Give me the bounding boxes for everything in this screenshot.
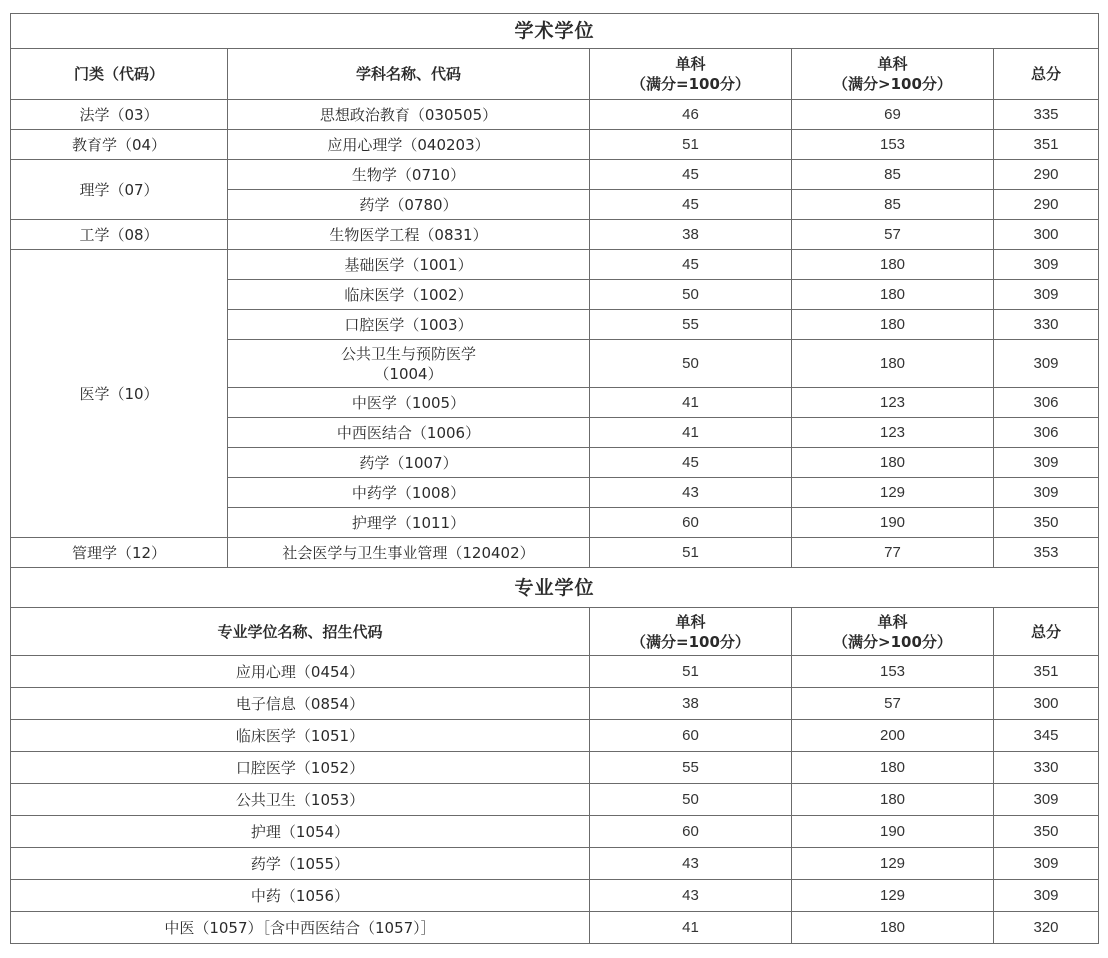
total-score-cell: 335: [994, 100, 1099, 130]
professional-row: [11, 688, 1099, 720]
single-over-100-score-cell: 123: [792, 418, 994, 448]
professional-name-cell: 口腔医学（1052）: [11, 752, 590, 784]
single-100-score-cell: 45: [590, 160, 792, 190]
professional-name-cell: 护理（1054）: [11, 816, 590, 848]
single-over-100-score-cell: 69: [792, 100, 994, 130]
subject-cell: 护理学（1011）: [228, 508, 590, 538]
single-over-100-score-cell: 180: [792, 280, 994, 310]
header-single-100: 单科 （满分=100分）: [590, 49, 792, 100]
subject-cell: 基础医学（1001）: [228, 250, 590, 280]
professional-row: [11, 656, 1099, 688]
pro-total-score-cell: 350: [994, 816, 1099, 848]
category-cell: 医学（10）: [11, 250, 228, 538]
pro-single-over-100-score-cell: 180: [792, 912, 994, 944]
single-over-100-score-cell: 180: [792, 250, 994, 280]
professional-name-cell: 电子信息（0854）: [11, 688, 590, 720]
subject-cell: 中药学（1008）: [228, 478, 590, 508]
pro-single-100-score-cell: 38: [590, 688, 792, 720]
subject-cell: 中医学（1005）: [228, 388, 590, 418]
single-over-100-score-cell: 180: [792, 310, 994, 340]
total-score-cell: 306: [994, 388, 1099, 418]
pro-single-over-100-score-cell: 153: [792, 656, 994, 688]
single-over-100-score-cell: 57: [792, 220, 994, 250]
header-pro-total: 总分: [994, 608, 1099, 656]
professional-row: [11, 784, 1099, 816]
single-100-score-cell: 45: [590, 190, 792, 220]
professional-title-row: [11, 568, 1099, 608]
academic-row: [11, 160, 1099, 190]
pro-single-over-100-score-cell: 129: [792, 848, 994, 880]
category-cell: 理学（07）: [11, 160, 228, 220]
total-score-cell: 351: [994, 130, 1099, 160]
single-100-score-cell: 41: [590, 388, 792, 418]
academic-row: [11, 220, 1099, 250]
header-professional-name: 专业学位名称、招生代码: [11, 608, 590, 656]
pro-single-100-score-cell: 50: [590, 784, 792, 816]
category-cell: 教育学（04）: [11, 130, 228, 160]
pro-single-over-100-score-cell: 129: [792, 880, 994, 912]
pro-total-score-cell: 309: [994, 784, 1099, 816]
pro-single-100-score-cell: 51: [590, 656, 792, 688]
single-100-score-cell: 50: [590, 280, 792, 310]
header-single-over-100: 单科 （满分>100分）: [792, 49, 994, 100]
professional-name-cell: 药学（1055）: [11, 848, 590, 880]
subject-cell: 社会医学与卫生事业管理（120402）: [228, 538, 590, 568]
total-score-cell: 330: [994, 310, 1099, 340]
single-100-score-cell: 60: [590, 508, 792, 538]
total-score-cell: 309: [994, 250, 1099, 280]
pro-total-score-cell: 330: [994, 752, 1099, 784]
single-100-score-cell: 46: [590, 100, 792, 130]
score-table: [10, 13, 1099, 944]
academic-row: [11, 538, 1099, 568]
single-100-score-cell: 43: [590, 478, 792, 508]
subject-cell: 生物学（0710）: [228, 160, 590, 190]
total-score-cell: 350: [994, 508, 1099, 538]
pro-total-score-cell: 345: [994, 720, 1099, 752]
academic-row: [11, 250, 1099, 280]
professional-row: [11, 816, 1099, 848]
single-over-100-score-cell: 190: [792, 508, 994, 538]
pro-single-over-100-score-cell: 180: [792, 784, 994, 816]
pro-single-over-100-score-cell: 200: [792, 720, 994, 752]
pro-total-score-cell: 309: [994, 880, 1099, 912]
total-score-cell: 290: [994, 160, 1099, 190]
single-100-score-cell: 41: [590, 418, 792, 448]
academic-row: [11, 130, 1099, 160]
academic-header-row: [11, 49, 1099, 100]
professional-name-cell: 中医（1057）［含中西医结合（1057）］: [11, 912, 590, 944]
professional-name-cell: 公共卫生（1053）: [11, 784, 590, 816]
single-over-100-score-cell: 129: [792, 478, 994, 508]
single-100-score-cell: 51: [590, 130, 792, 160]
pro-single-over-100-score-cell: 180: [792, 752, 994, 784]
single-100-score-cell: 45: [590, 448, 792, 478]
single-100-score-cell: 45: [590, 250, 792, 280]
single-over-100-score-cell: 77: [792, 538, 994, 568]
category-cell: 工学（08）: [11, 220, 228, 250]
total-score-cell: 290: [994, 190, 1099, 220]
subject-cell: 临床医学（1002）: [228, 280, 590, 310]
pro-total-score-cell: 309: [994, 848, 1099, 880]
academic-row: [11, 100, 1099, 130]
pro-single-100-score-cell: 55: [590, 752, 792, 784]
professional-row: [11, 720, 1099, 752]
professional-header-row: [11, 608, 1099, 656]
pro-single-100-score-cell: 60: [590, 816, 792, 848]
single-over-100-score-cell: 85: [792, 160, 994, 190]
professional-row: [11, 848, 1099, 880]
single-100-score-cell: 55: [590, 310, 792, 340]
subject-cell: 药学（0780）: [228, 190, 590, 220]
header-pro-single-over-100: 单科 （满分>100分）: [792, 608, 994, 656]
pro-single-100-score-cell: 43: [590, 848, 792, 880]
single-over-100-score-cell: 180: [792, 340, 994, 388]
pro-single-100-score-cell: 60: [590, 720, 792, 752]
header-total: 总分: [994, 49, 1099, 100]
single-over-100-score-cell: 123: [792, 388, 994, 418]
total-score-cell: 353: [994, 538, 1099, 568]
header-category: 门类（代码）: [11, 49, 228, 100]
pro-total-score-cell: 300: [994, 688, 1099, 720]
professional-row: [11, 912, 1099, 944]
pro-total-score-cell: 351: [994, 656, 1099, 688]
header-subject: 学科名称、代码: [228, 49, 590, 100]
subject-cell: 应用心理学（040203）: [228, 130, 590, 160]
subject-cell: 思想政治教育（030505）: [228, 100, 590, 130]
total-score-cell: 309: [994, 448, 1099, 478]
single-100-score-cell: 50: [590, 340, 792, 388]
academic-section-title: 学术学位: [11, 14, 1099, 49]
single-over-100-score-cell: 180: [792, 448, 994, 478]
total-score-cell: 309: [994, 340, 1099, 388]
pro-single-100-score-cell: 41: [590, 912, 792, 944]
professional-row: [11, 752, 1099, 784]
pro-single-100-score-cell: 43: [590, 880, 792, 912]
pro-single-over-100-score-cell: 57: [792, 688, 994, 720]
score-table-container: [10, 13, 1098, 944]
single-over-100-score-cell: 85: [792, 190, 994, 220]
subject-cell: 口腔医学（1003）: [228, 310, 590, 340]
total-score-cell: 300: [994, 220, 1099, 250]
total-score-cell: 309: [994, 280, 1099, 310]
professional-section-title: 专业学位: [11, 568, 1099, 608]
subject-cell: 中西医结合（1006）: [228, 418, 590, 448]
professional-row: [11, 880, 1099, 912]
subject-cell: 公共卫生与预防医学 （1004）: [228, 340, 590, 388]
professional-name-cell: 应用心理（0454）: [11, 656, 590, 688]
total-score-cell: 306: [994, 418, 1099, 448]
single-100-score-cell: 51: [590, 538, 792, 568]
total-score-cell: 309: [994, 478, 1099, 508]
category-cell: 管理学（12）: [11, 538, 228, 568]
subject-cell: 生物医学工程（0831）: [228, 220, 590, 250]
category-cell: 法学（03）: [11, 100, 228, 130]
subject-cell: 药学（1007）: [228, 448, 590, 478]
professional-name-cell: 中药（1056）: [11, 880, 590, 912]
professional-name-cell: 临床医学（1051）: [11, 720, 590, 752]
single-100-score-cell: 38: [590, 220, 792, 250]
academic-title-row: [11, 14, 1099, 49]
header-pro-single-100: 单科 （满分=100分）: [590, 608, 792, 656]
pro-single-over-100-score-cell: 190: [792, 816, 994, 848]
pro-total-score-cell: 320: [994, 912, 1099, 944]
single-over-100-score-cell: 153: [792, 130, 994, 160]
